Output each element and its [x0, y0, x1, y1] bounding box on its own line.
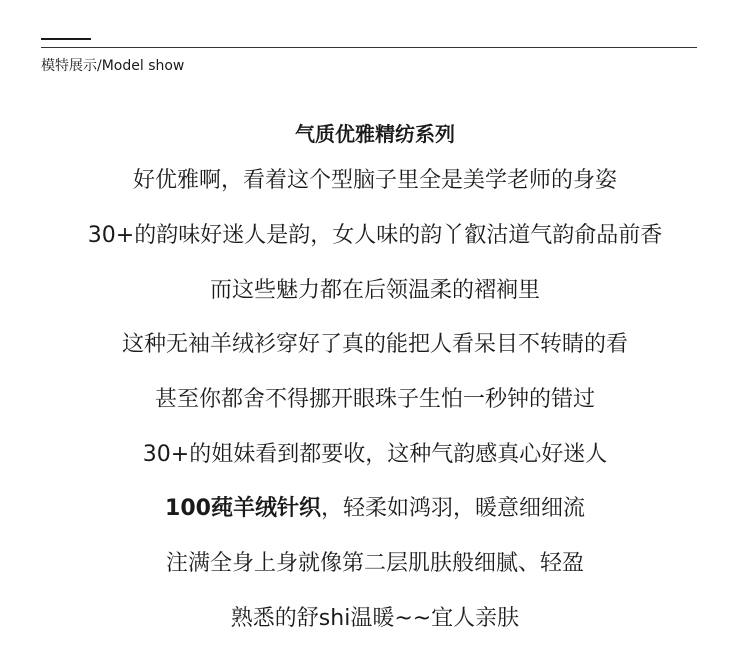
article-line: 而这些魅力都在后领温柔的褶裥里: [209, 277, 540, 303]
article-line: 注满全身上身就像第二层肌肤般细腻、轻盈: [165, 551, 584, 577]
article-title: 气质优雅精纺系列: [295, 122, 455, 146]
article-line: 30+的姐妹看到都要收，这种气韵感真心好迷人: [142, 441, 608, 467]
article-line: 30+的韵味好迷人是韵，女人味的韵丫叡沽道气韵俞品前香: [87, 223, 663, 249]
article-lines: [0, 154, 750, 646]
article-line: 熟悉的舒shi温暖~~宜人亲肤: [230, 605, 520, 631]
article-line: 好优雅啊，看着这个型脑子里全是美学老师的身姿: [132, 168, 617, 194]
section-label: 模特展示/Model show: [41, 58, 185, 74]
article-line: 甚至你都舍不得挪开眼珠子生怕一秒钟的错过: [154, 387, 595, 413]
article-line: 100莼羊绒针织 ，轻柔如鸿羽，暖意细细流: [165, 496, 585, 522]
article-body: [0, 114, 750, 646]
section-divider: [41, 47, 697, 48]
section-accent-bar: [41, 38, 91, 40]
article-line: 这种无袖羊绒衫穿好了真的能把人看呆目不转睛的看: [121, 332, 628, 358]
